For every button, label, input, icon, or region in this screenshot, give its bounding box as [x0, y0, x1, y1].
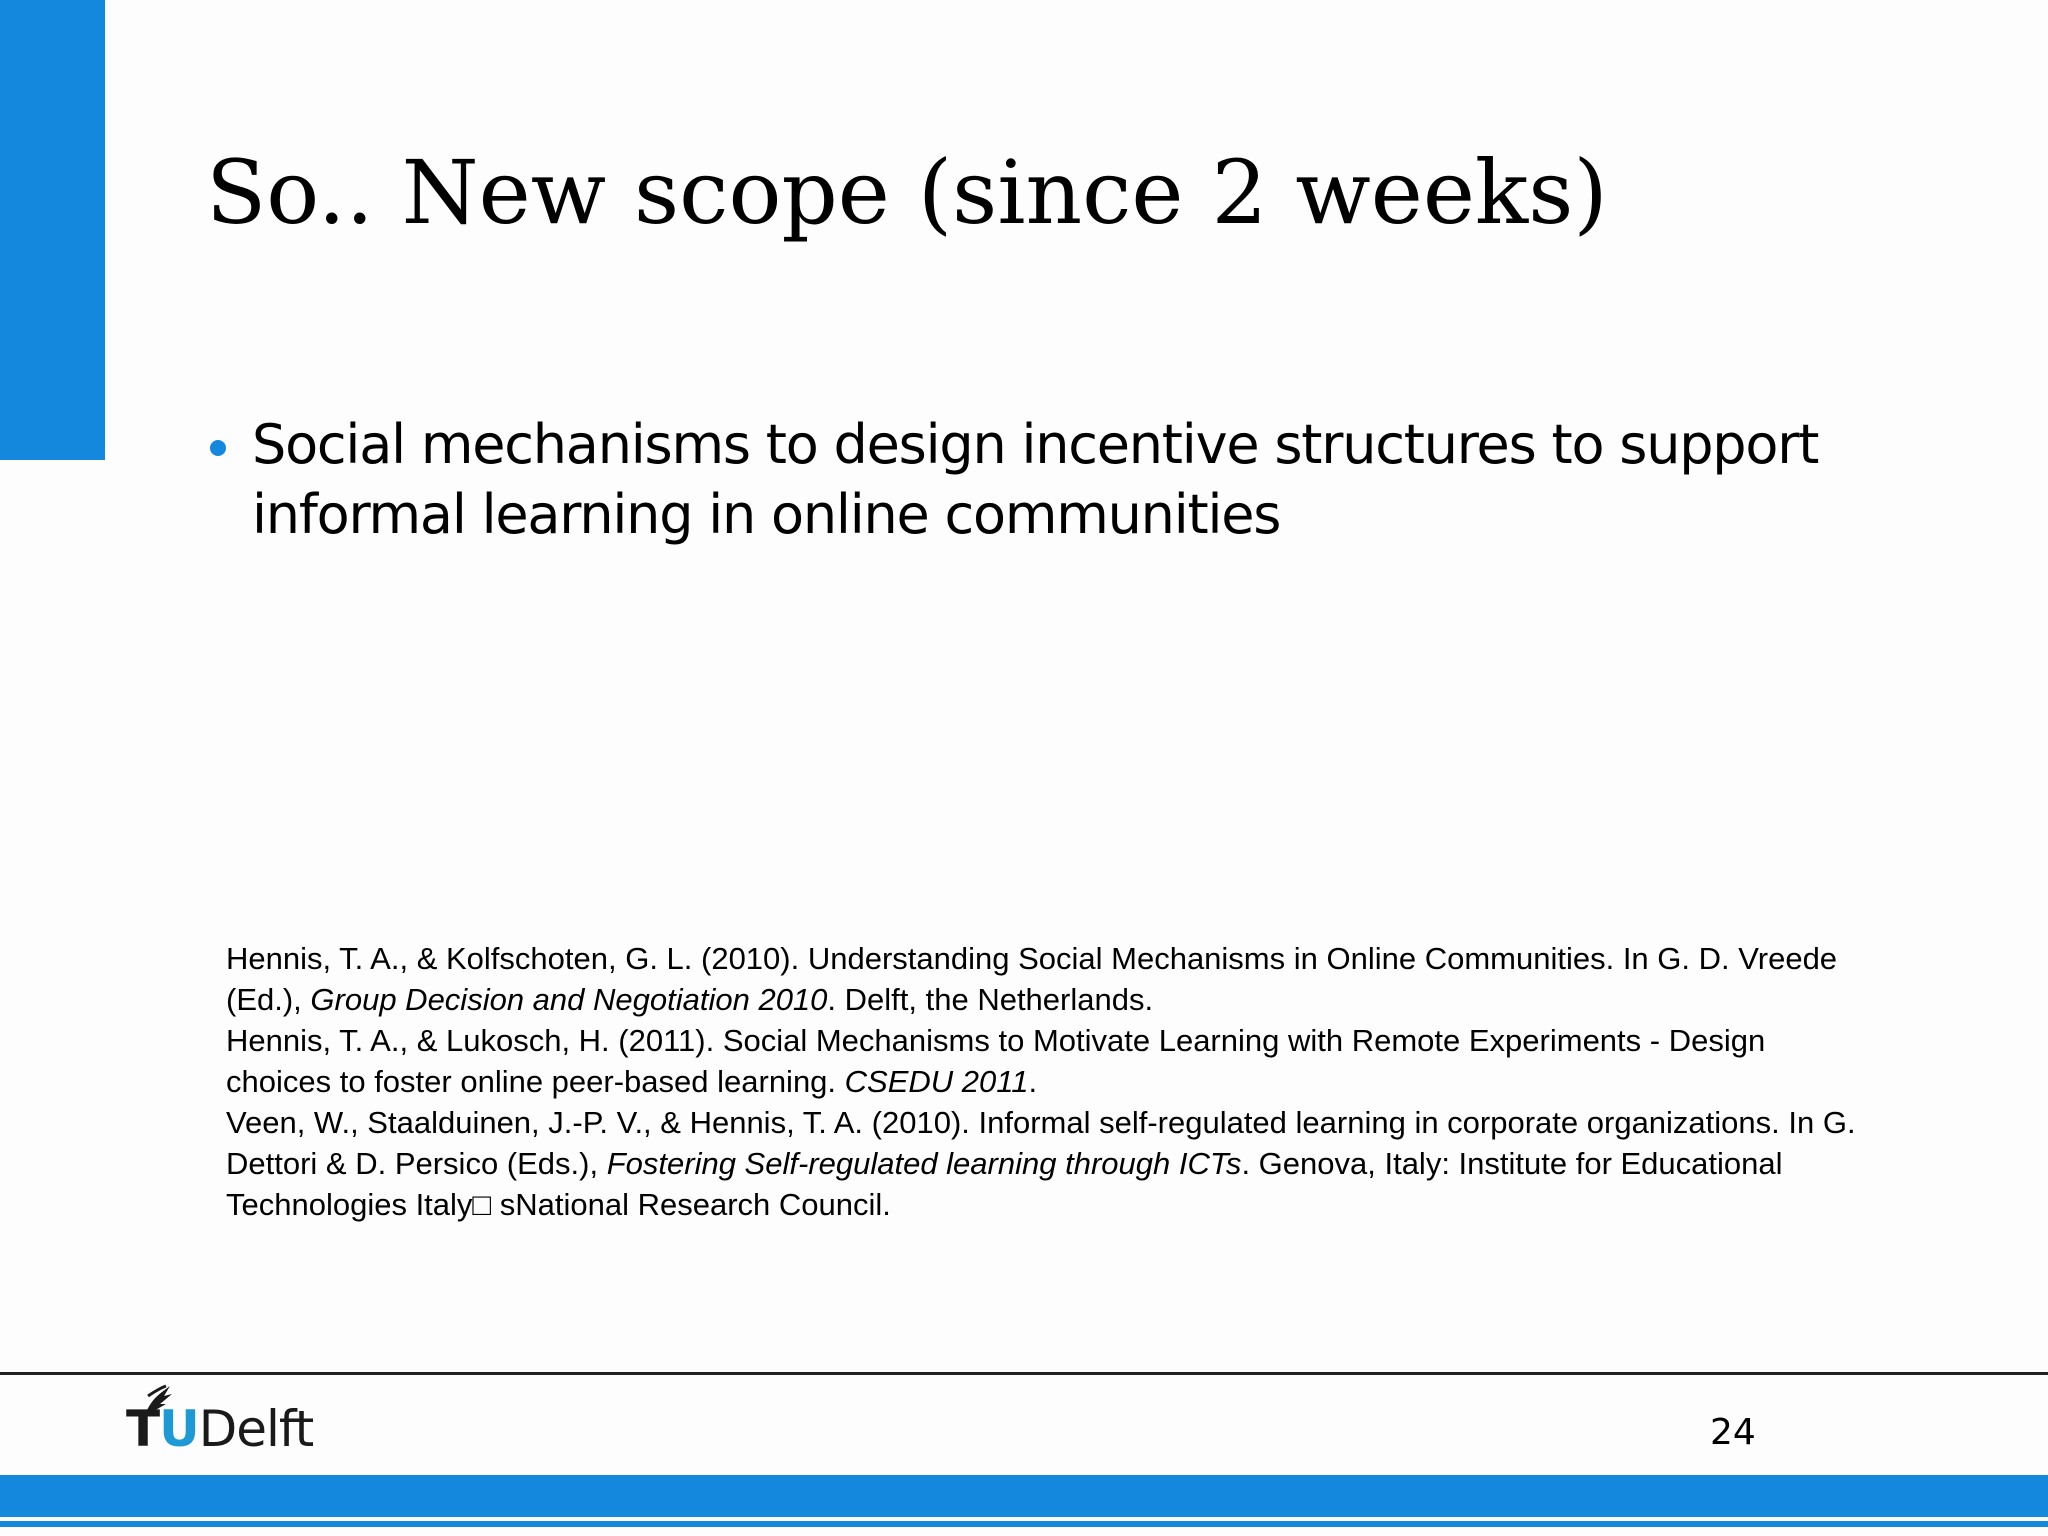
logo-u: U	[159, 1400, 199, 1458]
reference-text-end: . Genova, Italy: Institute for Educational Technologies Italy□ sNational Research Council.	[226, 1146, 1783, 1222]
bullet-text: Social mechanisms to design incentive structures to support informal learning in online communities	[252, 413, 1819, 546]
bullet-list	[206, 410, 1826, 550]
logo-wordmark	[126, 1400, 314, 1458]
reference-text: Hennis, T. A., & Lukosch, H. (2011). Social Mechanisms to Motivate Learning with Remote Experiments - Design choices to foster online peer-based learning.	[226, 1023, 1766, 1099]
reference-source: CSEDU 2011	[844, 1064, 1029, 1099]
bullet-item	[206, 410, 1826, 550]
reference-text: Veen, W., Staalduinen, J.-P. V., & Hennis, T. A. (2010). Informal self-regulated learning in corporate organizations. In G. Dettori & D. Persico (Eds.),	[226, 1105, 1856, 1181]
logo-t: T	[126, 1400, 160, 1458]
logo-delft: Delft	[198, 1400, 314, 1458]
reference-item	[226, 1102, 1866, 1225]
reference-source: Group Decision and Negotiation 2010	[310, 982, 828, 1017]
slide-number: 24	[1710, 1412, 1756, 1453]
reference-source: Fostering Self-regulated learning through ICTs	[606, 1146, 1242, 1181]
footer-divider	[0, 1372, 2048, 1375]
reference-text-end: .	[1028, 1064, 1038, 1099]
references	[226, 938, 1866, 1225]
reference-item	[226, 1020, 1866, 1102]
footer-bar-thin	[0, 1521, 2048, 1527]
footer-bar	[0, 1475, 2048, 1517]
accent-bar-left	[0, 0, 105, 460]
reference-item	[226, 938, 1866, 1020]
bullet-dot-icon	[210, 440, 226, 456]
tudelft-logo	[126, 1382, 336, 1462]
reference-text-end: . Delft, the Netherlands.	[827, 982, 1154, 1017]
reference-text: Hennis, T. A., & Kolfschoten, G. L. (2010). Understanding Social Mechanisms in Online Communities. In G. D. Vreede (Ed.),	[226, 941, 1838, 1017]
slide-title: So.. New scope (since 2 weeks)	[206, 141, 1608, 244]
